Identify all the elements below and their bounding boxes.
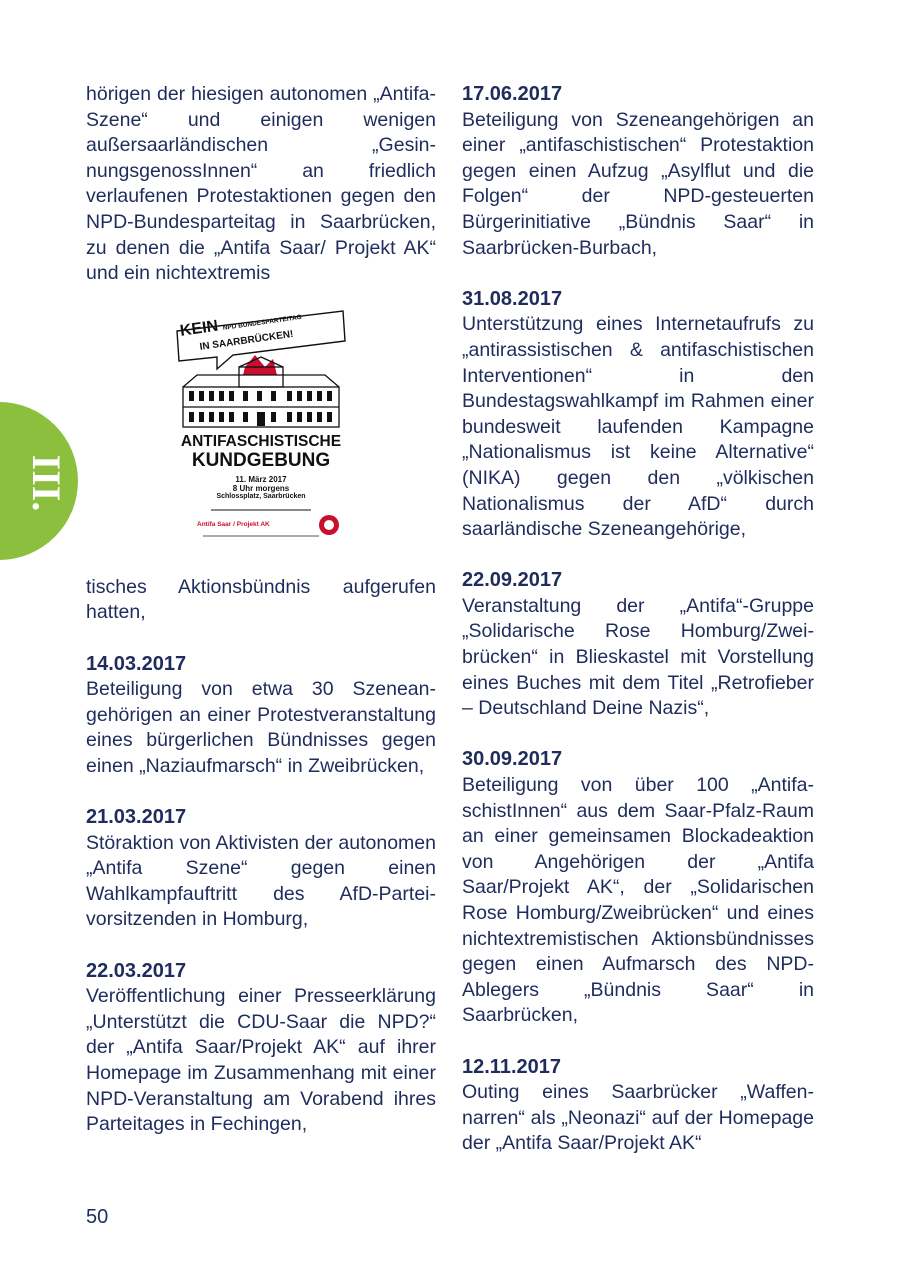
entry-text: Beteiligung von Szeneangehörigen an einer „antifaschistischen“ Protestaktion gegen einen Aufzug „Asylflut und die Folgen“ der NPD-gesteuerten Bürgerinitiative „Bündnis Saar“ in Saarbrücken-Burbach,	[462, 108, 814, 259]
entry-date: 21.03.2017	[86, 806, 187, 829]
entry-text: Beteiligung von etwa 30 Szeneangehörigen an einer Protestveranstaltung eines bürgerlichen Bündnisses gegen einen „Naziaufmarsch“ in Zweibrücken,	[86, 678, 436, 777]
poster-title-line2: KUNDGEBUNG	[191, 449, 331, 471]
entry-date: 12.11.2017	[462, 1055, 561, 1078]
poster-org: Antifa Saar / Projekt AK	[197, 520, 270, 528]
left-column	[86, 82, 436, 1138]
chapter-label: III.	[24, 454, 69, 512]
intro-paragraph: hörigen der hiesigen autonomen „Antifa-Szene“ und einigen wenigen außersaarländischen „GesinnungsgenossInnen“ an friedlich verlaufenen Protestaktionen gegen den NPD-Bundesparteitag in Saarbrücken, zu denen die „Antifa Saar/ Projekt AK“ und ein nichtextremis	[86, 83, 436, 285]
entry-date: 14.03.2017	[86, 652, 187, 675]
poster-headline-sub: IN SAARBRÜCKEN!	[199, 328, 295, 353]
entry-text: Unterstützung eines Internetaufrufs zu „antirassistischen & antifaschistischen Interventionen“ in den Bundestagswahlkampf im Rahmen einer bundesweit laufenden Kampagne „Nationalismus ist keine Alternative“ (NIKA) gegen den „völkischen Nationalismus der AfD“ durch saarländische Szeneangehörige,	[462, 313, 814, 541]
poster-headline-big: KEIN	[179, 317, 220, 340]
poster-time: 8 Uhr morgens	[232, 483, 290, 493]
entry-date: 22.03.2017	[86, 959, 187, 982]
entry-text: Beteiligung von über 100 „AntifaschistInnen“ aus dem Saar-Pfalz-Raum an einer gemeinsamen Blockadeaktion von Angehörigen der „Antifa Saar/Projekt AK“, der „Solidarischen Rose Homburg/Zweibrücken“ und eines nichtextremistischen Aktionsbündnisses gegen einen Aufmarsch des NPD-Ablegers „Bündnis Saar“ in Saarbrücken,	[462, 774, 814, 1027]
poster-date: 11. März 2017	[235, 474, 287, 484]
entry-date: 17.06.2017	[462, 83, 563, 105]
entry-date: 31.08.2017	[462, 287, 563, 310]
entry-date: 30.09.2017	[462, 748, 563, 771]
entry-text: Outing eines Saarbrücker „Waffennarren“ als „Neonazi“ auf der Homepage der „Antifa Saar/Projekt AK“	[462, 1081, 814, 1155]
entry-text: Veranstaltung der „Antifa“-Gruppe „Solidarische Rose Homburg/Zweibrücken“ in Blieskastel mit Vorstellung eines Buches mit dem Titel „Retrofieber – Deutschland Deine Nazis“,	[462, 594, 814, 720]
poster-title-line1: ANTIFASCHISTISCHE	[180, 432, 342, 450]
continuation-paragraph: tisches Aktionsbündnis aufgerufen hatten,	[86, 575, 436, 624]
entry-date: 22.09.2017	[462, 569, 563, 592]
page-number: 50	[86, 1206, 109, 1228]
entry-text: Störaktion von Aktivisten der autonomen „Antifa Szene“ gegen einen Wahlkampfauftritt des AfD-Parteivorsitzenden in Homburg,	[86, 831, 436, 931]
right-column	[462, 82, 814, 1157]
entry-text: Veröffentlichung einer Presseerklärung „Unterstützt die CDU-Saar die NPD?“ der „Antifa Saar/Projekt AK“ auf ihrer Homepage im Zusammenhang mit einer NPD-Veranstaltung am Vorabend ihres Parteitages in Fechingen,	[86, 985, 436, 1136]
poster-place: Schlossplatz, Saarbrücken	[216, 492, 306, 500]
poster-image	[173, 309, 349, 549]
poster-headline-small: NPD BUNDESPARTEITAG	[222, 313, 303, 332]
